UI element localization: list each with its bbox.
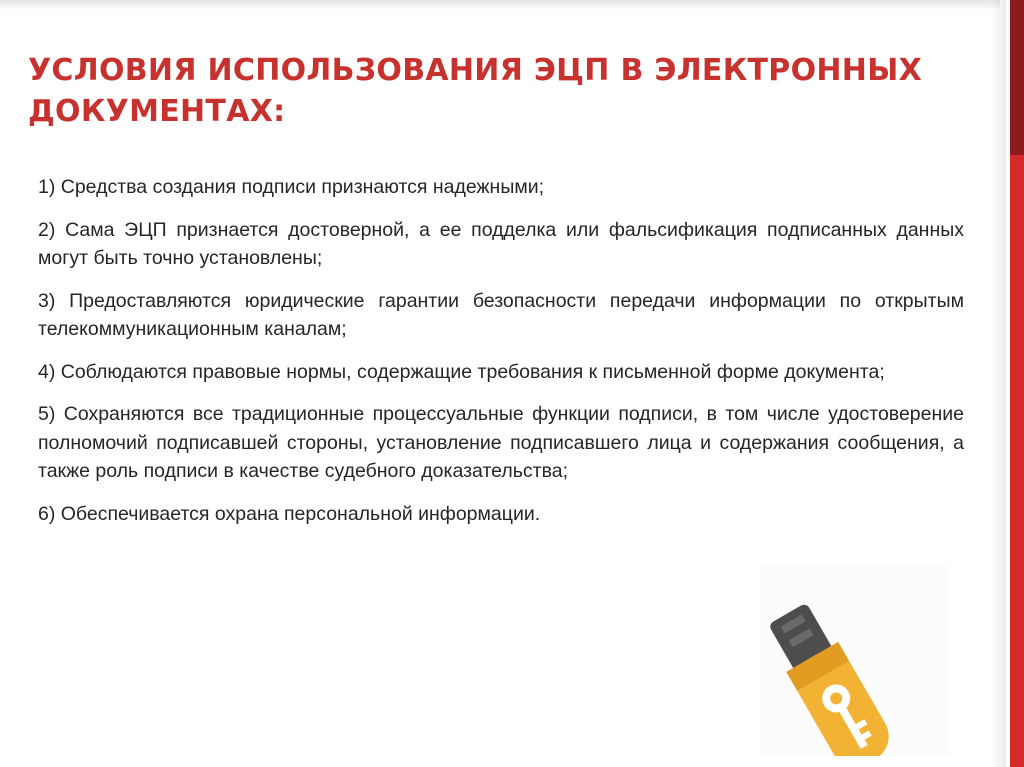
condition-item-1: 1) Средства создания подписи признаются надежными; <box>38 176 545 198</box>
condition-item-3: 3) Предоставляются юридические гарантии безопасности передачи информации по открытым телекоммуникационным каналам; <box>38 289 964 340</box>
condition-item-4: 4) Соблюдаются правовые нормы, содержащие требования к письменной форме документа; <box>38 360 885 383</box>
condition-item-6: 6) Обеспечивается охрана персональной информации. <box>38 502 541 525</box>
condition-item-2: 2) Сама ЭЦП признается достоверной, а ее подделка или фальсификация подписанных данных могут быть точно установлены; <box>38 218 964 269</box>
right-edge-shadow <box>990 0 1006 767</box>
top-shadow <box>0 0 1000 10</box>
condition-item-5: 5) Сохраняются все традиционные процессуальные функции подписи, в том числе удостоверение полномочий подписавшей стороны, установление подписавшего лица и содержания сообщения, а также роль подписи в качестве судебного доказательства; <box>38 403 964 482</box>
usb-key-icon <box>760 566 950 756</box>
accent-bar-dark <box>1010 0 1024 155</box>
slide-title: УСЛОВИЯ ИСПОЛЬЗОВАНИЯ ЭЦП В ЭЛЕКТРОННЫХ ДОКУМЕНТАХ: <box>28 53 923 129</box>
accent-bar-red <box>1010 155 1024 767</box>
conditions-list <box>38 173 964 542</box>
